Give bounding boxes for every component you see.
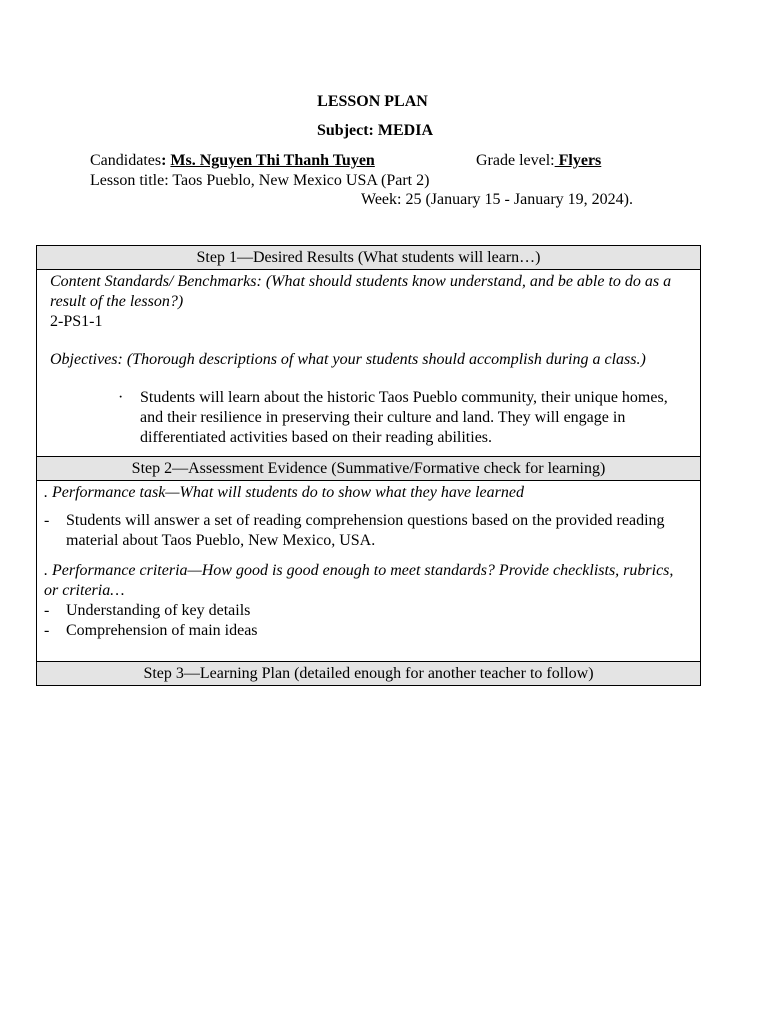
step2-header: Step 2—Assessment Evidence (Summative/Formative check for learning) (37, 457, 701, 481)
step2-content (37, 481, 701, 662)
task-item (44, 511, 690, 551)
content-standards-label: Content Standards/ Benchmarks: (What should students know understand, and be able to do as a result of the lesson?) (50, 273, 672, 310)
criteria-item (44, 601, 690, 621)
criteria-item-text: Understanding of key details (66, 602, 251, 619)
document-title: LESSON PLAN (317, 93, 428, 110)
grade-label: Grade level: (476, 152, 555, 169)
subject-line: Subject: MEDIA (317, 122, 433, 139)
performance-task-label: . Performance task—What will students do to show what they have learned (44, 484, 524, 501)
objective-item (50, 388, 688, 448)
objectives-label: Objectives: (Thorough descriptions of what your students should accomplish during a class.) (50, 351, 646, 368)
dash-marker: - (44, 622, 50, 639)
candidate-name: Ms. Nguyen Thi Thanh Tuyen (170, 152, 375, 169)
grade-level (476, 152, 601, 170)
lesson-plan-table (36, 245, 701, 686)
grade-value: Flyers (554, 152, 602, 169)
objective-text: Students will learn about the historic Taos Pueblo community, their unique homes, and their resilience in preserving their culture and land. They will engage in differentiated activities based on their reading abilities. (140, 389, 668, 446)
step3-header: Step 3—Learning Plan (detailed enough for another teacher to follow) (37, 662, 701, 686)
performance-criteria-label: . Performance criteria—How good is good enough to meet standards? Provide checklists, rubrics, or criteria… (44, 562, 674, 599)
step1-header: Step 1—Desired Results (What students will learn…) (37, 246, 701, 270)
lesson-title: Lesson title: Taos Pueblo, New Mexico USA (Part 2) (90, 172, 430, 189)
task-item-text: Students will answer a set of reading comprehension questions based on the provided reading material about Taos Pueblo, New Mexico, USA. (66, 512, 665, 549)
candidate-grade-row (90, 152, 730, 170)
candidates-colon: : (161, 152, 171, 169)
criteria-item-text: Comprehension of main ideas (66, 622, 258, 639)
criteria-item (44, 621, 690, 641)
dash-marker: - (44, 602, 50, 619)
step1-content (37, 270, 701, 457)
week-line: Week: 25 (January 15 - January 19, 2024). (361, 191, 633, 208)
standard-code: 2-PS1-1 (50, 313, 103, 330)
candidates-label: Candidates (90, 152, 162, 169)
bullet-icon: · (118, 389, 124, 406)
dash-marker: - (44, 512, 50, 529)
